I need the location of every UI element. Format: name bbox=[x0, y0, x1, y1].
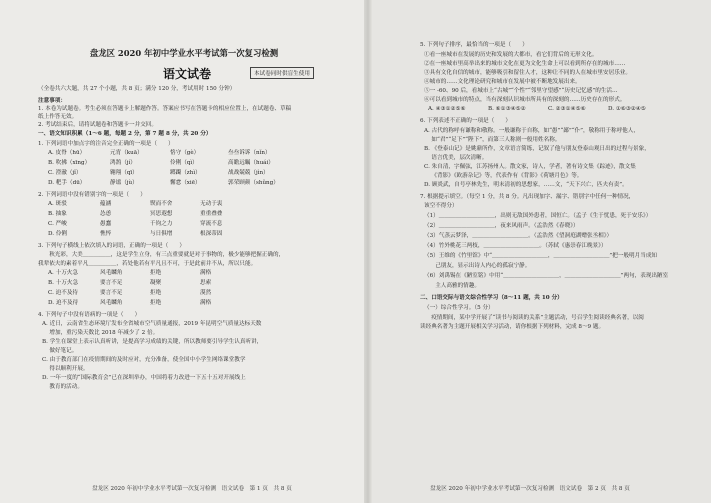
question-7-blank: 主人高雅的情趣。 bbox=[424, 283, 480, 289]
question-6-stem: 6. 下列表述不正确的一项是（ ） bbox=[420, 118, 512, 124]
option-cell: D. ①⑥③②④⑤ bbox=[608, 106, 646, 112]
option-cell: 伶俐（qì） bbox=[170, 160, 198, 166]
question-6-option: C. 朱自清，字佩弦，江苏扬州人。散文家，诗人，学者，著有诗文集《踪迹》，散文集 bbox=[424, 164, 636, 170]
question-4-option: C. 由于教育部门在疫情期间的及时应对，充分准备，使全国中小学生网络课堂教学 bbox=[42, 357, 246, 363]
option-cell: 叁叁诉诉（nǐn） bbox=[228, 150, 271, 156]
question-4-stem: 4. 下列句子中没有语病的一项是（ ） bbox=[38, 312, 141, 318]
question-2-stem: 2. 下列词语中没有错别字的一项是（ ） bbox=[38, 192, 146, 198]
notice-line: 1. 本卷为试题卷。考生必须在答题卡上解题作答。答案应书写在答题卡的相应位置上，在试题卷、草稿 bbox=[38, 106, 292, 112]
option-cell: A. 皮脊（hū） bbox=[48, 150, 86, 156]
question-5-stem: 5. 下列句子排序，最恰当的一项是（ ） bbox=[420, 42, 528, 48]
option-cell: 锲而不舍 bbox=[150, 201, 173, 207]
subsection-text: 疫情期间，某中学开展了“读书与阅读的关系”主题活动，号召学生阅读经典名著，以阅 bbox=[420, 315, 644, 321]
notice-line: 纸上作答无效。 bbox=[38, 114, 78, 120]
option-cell: 满格 bbox=[200, 300, 212, 306]
option-cell: 千钧之力 bbox=[150, 221, 173, 227]
question-7-blank: （6）刘禹锡在《陋室铭》中用“＿＿＿＿＿＿＿＿＿＿，＿＿＿＿＿＿＿＿＿＿”两句，表现出陋室 bbox=[424, 273, 669, 279]
notice-line: 2. 考试结束后，请将试题卷和答题卡一并交回。 bbox=[38, 122, 157, 128]
blind-student-stamp: 本试卷同时供盲生使用 bbox=[250, 67, 314, 79]
question-4-option: 教育的活动。 bbox=[42, 384, 83, 390]
question-6-option: A. 古代的称呼有谦称和敬称。一般谦称于自称，如“愚”“鄙”“仆”，敬称用于称呼他人， bbox=[424, 128, 639, 134]
section-2-heading: 二、口语交际与语文综合性学习（8～11 题，共 10 分） bbox=[420, 295, 563, 301]
option-cell: B. 抽象 bbox=[48, 211, 67, 217]
option-cell: 拒绝 bbox=[150, 300, 162, 306]
option-cell: 拒绝 bbox=[150, 290, 162, 296]
option-cell: 拒绝 bbox=[150, 270, 162, 276]
question-4-option: 做好笔记。 bbox=[42, 348, 78, 354]
option-cell: C. ②③①④⑤⑥ bbox=[548, 106, 586, 112]
option-cell: D. 粑手（dū） bbox=[48, 180, 86, 186]
option-cell: 高瞻远瞩（huái） bbox=[228, 160, 274, 166]
option-cell: 无动于衷 bbox=[200, 201, 223, 207]
option-cell: A. ④③①②⑤⑥ bbox=[428, 106, 466, 112]
question-5-sentence: ④城市的……文化理论研究和城市在发展中被不断地发展出来。 bbox=[424, 79, 581, 85]
option-cell: 思索 bbox=[200, 280, 212, 286]
option-cell: 郭荣顾颜（shǔng） bbox=[228, 180, 279, 186]
section-1-heading: 一、语文知识积累（1～6 题，每题 2 分，第 7 题 8 分，共 20 分） bbox=[38, 131, 212, 137]
option-cell: 蕴涵 bbox=[100, 201, 112, 207]
option-cell: 要言不足 bbox=[100, 280, 123, 286]
option-cell: D. 伶俐 bbox=[48, 231, 68, 237]
subsection-text: 读经典名著为主题开展相关学习活动，请你根据下列材料，完成 8～9 题。 bbox=[420, 324, 605, 330]
option-cell: 要言不足 bbox=[100, 290, 123, 296]
left-page-footer: 盘龙区 2020 年初中学业水平考试第一次复习检测 语文试卷 第 1 页 共 8 页 bbox=[92, 486, 292, 492]
question-7-stem: 7. 根据提示填空。（每空 1 分，共 8 分。凡出现加字、漏字、错别字中任何一种情况， bbox=[420, 194, 635, 200]
option-cell: 风毛麟角 bbox=[100, 300, 123, 306]
question-7-blank: （2）＿＿＿＿＿＿＿＿＿＿，夜来风雨声。（孟浩然《春晓》） bbox=[424, 223, 579, 229]
option-cell: 怂恿 bbox=[100, 211, 112, 217]
right-page bbox=[368, 0, 711, 503]
subject-title: 语文试卷 bbox=[163, 67, 212, 81]
option-cell: 憔悴 bbox=[100, 231, 112, 237]
question-5-sentence: ③具有文化自信的城市，能够吸引和留住人才，这种让不同的人在城市里安居乐业。 bbox=[424, 70, 631, 76]
question-6-option: D. 顾炎武，自号亭林先生，明末清初的思想家，……文，“天下兴亡，匹夫有责”。 bbox=[424, 182, 628, 188]
question-3-stem: 3. 下列句子横线上依次填入的词语，正确的一项是（ ） bbox=[38, 243, 185, 249]
question-4-option: 增加，重污染天数比 2018 年减少了 2 倍。 bbox=[42, 330, 159, 336]
option-cell: 恪守（gè） bbox=[170, 150, 200, 156]
option-cell: 风毛麟角 bbox=[100, 270, 123, 276]
page-fold bbox=[364, 0, 372, 503]
question-4-option: D. 一年一度的“国际教育会”已在深圳举办，中国将着力改进一下五十五对开展线上 bbox=[42, 375, 246, 381]
option-cell: B. ⑥①③④⑤② bbox=[488, 106, 526, 112]
exam-info: （全卷共六大题，共 27 个小题，共 8 页；满分 120 分，考试用时 150 分钟） bbox=[38, 86, 236, 92]
question-3-passage: 秋光彩，大美＿＿＿＿＿，这是学生立身，有三点重要就是对于事物的，极少能够把握正确的， bbox=[38, 252, 285, 258]
question-4-option: 得以顺利开展。 bbox=[42, 366, 89, 372]
question-7-blank: （4）竹外桃花三两枝，＿＿＿＿＿＿＿＿＿＿。（苏轼《惠崇春江晚景》） bbox=[424, 243, 607, 249]
option-cell: 静谧（jù） bbox=[110, 180, 138, 186]
option-cell: B. 十万火急 bbox=[48, 280, 79, 286]
question-4-option: B. 学生在课堂上表示认真听讲，是提高学习成绩的关键，所以教师要引导学生认真听讲， bbox=[42, 339, 263, 345]
option-cell: C. 迫不及待 bbox=[48, 290, 79, 296]
option-cell: 冥思遐想 bbox=[150, 211, 173, 217]
option-cell: C. 严峻 bbox=[48, 221, 67, 227]
question-5-sentence: ⑥可以看到城市的特点，当有深刻认识城市所具有的深刻的……历史存在的形式。 bbox=[424, 97, 626, 103]
question-6-option: B. 《登泰山记》是姚鼐所作，文章语言简练，记叙了他与朋友登泰山观日出的过程与景象， bbox=[424, 146, 650, 152]
option-cell: 重重叠叠 bbox=[200, 211, 223, 217]
question-6-option: 《背影》《欧游杂记》等，代表作有《背影》《荷塘月色》等。 bbox=[424, 173, 583, 179]
option-cell: 穿流不息 bbox=[200, 221, 223, 227]
question-6-option: 如“君”“足下”“陛下”，而第三人称则一般用姓名称。 bbox=[424, 137, 561, 143]
option-cell: 懈怠（xiē） bbox=[170, 180, 201, 186]
option-cell: A. 十万火急 bbox=[48, 270, 78, 276]
option-cell: 战战兢兢（jìn） bbox=[228, 170, 269, 176]
question-7-blank: （3）气蒸云梦泽，＿＿＿＿＿＿＿＿＿＿。（孟浩然《望洞庭湖赠张丞相》） bbox=[424, 233, 613, 239]
option-cell: 翱翔（qī） bbox=[110, 170, 138, 176]
question-5-sentence: ⑤一 -60、90 后，看城市上“古城”“个性”“邻里守望感”“历史记忆感”的生活… bbox=[424, 88, 618, 94]
option-cell: 元宵（kuā） bbox=[110, 150, 143, 156]
exam-title: 盘龙区 2020 年初中学业水平考试第一次复习检测 bbox=[89, 48, 279, 58]
option-cell: 踯躅（zhì） bbox=[170, 170, 201, 176]
question-5-sentence: ②在一座城市里高举出来的城市文化在更为文化生命上可以看到所存在的城市…… bbox=[424, 61, 626, 67]
question-7-stem-cont: 该空不得分） bbox=[424, 203, 458, 209]
option-cell: 漠然 bbox=[200, 290, 212, 296]
question-7-blank: （5）王维的《竹里馆》中“＿＿＿＿＿＿＿＿＿＿，＿＿＿＿＿＿＿＿＿＿”把一般明月当成知 bbox=[424, 253, 658, 259]
question-7-blank: （1）＿＿＿＿＿＿＿＿＿＿，出则无敌国外患者，国恒亡。（孟子《生于忧患，死于安乐》） bbox=[424, 213, 652, 219]
option-cell: B. 吹拂（xīng） bbox=[48, 160, 91, 166]
option-cell: D. 迫不及待 bbox=[48, 300, 79, 306]
question-7-blank: 己朋友，显示出诗人内心的孤寂宁静。 bbox=[424, 263, 531, 269]
option-cell: A. 斑驳 bbox=[48, 201, 67, 207]
option-cell: 凝聚 bbox=[150, 280, 162, 286]
option-cell: 根深蒂固 bbox=[200, 231, 223, 237]
option-cell: 满格 bbox=[200, 270, 212, 276]
right-page-footer: 盘龙区 2020 年初中学业水平考试第一次复习检测 语文试卷 第 2 页 共 8 页 bbox=[430, 486, 630, 492]
question-1-stem: 1. 下列词语中加点字的注音完全正确的一项是（ ） bbox=[38, 141, 174, 147]
question-5-sentence: ①看一座城市在发展的历史和发展的大都市，看它们背后的无形文化。 bbox=[424, 52, 598, 58]
option-cell: 愚蠢 bbox=[100, 221, 112, 227]
subsection-heading: （一）综合性学习。（5 分） bbox=[424, 305, 494, 311]
question-6-option: 语言优美，层次清晰。 bbox=[424, 155, 488, 161]
option-cell: 鸿鹄（jí） bbox=[110, 160, 136, 166]
notice-title: 注意事项： bbox=[38, 98, 66, 104]
option-cell: 与日俱增 bbox=[150, 231, 173, 237]
question-3-passage: 我辈依夫的素着平凡＿＿＿＿＿，若处他若有平凡且不可，于是此前并不从，所以只能。 bbox=[38, 261, 257, 267]
option-cell: C. 澄澈（jǐ） bbox=[48, 170, 82, 176]
question-4-option: A. 近日，云南省生态环境厅发布全省城市空气质量通报，2019 年昆明空气质量达标天数 bbox=[42, 321, 262, 327]
